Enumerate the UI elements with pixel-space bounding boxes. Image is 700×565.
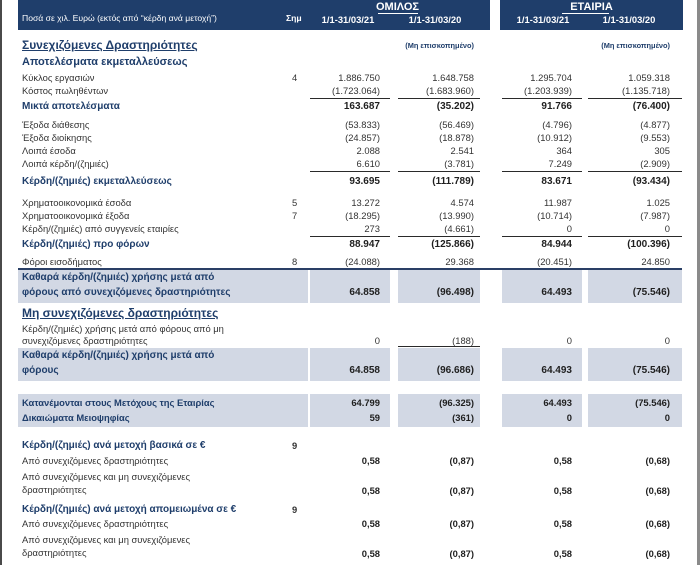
value-group-2021: (18.295) [345,210,380,221]
value-company-2020: 24.850 [641,256,670,267]
value-group-2021: (53.833) [345,119,380,130]
subtotal-rule [310,171,390,172]
value-company-2021: 0,58 [553,455,572,466]
value-company-2021: (4.796) [542,119,572,130]
value-group-2020: (125.866) [431,239,474,250]
value-company-2020: (0,68) [645,455,670,466]
period-group-2020: 1/1-31/03/20 [408,14,462,25]
row-label: Κατανέμονται στους Μετόχους της Εταιρίας [22,397,215,408]
value-company-2020: (75.546) [632,287,670,298]
row-note: 4 [292,72,298,83]
value-company-2021: 7.249 [548,158,572,169]
note-column-header: Σημ [286,13,302,23]
value-group-2020: (0,87) [449,518,474,529]
value-group-2020: (96.325) [439,397,474,408]
value-company-2020: (1.135.718) [622,85,670,96]
company-title: ΕΤΑΙΡΙΑ [570,1,613,13]
row-label: Έξοδα διοίκησης [22,132,92,143]
row-label: Κέρδη/(ζημιές) προ φόρων [22,239,150,250]
value-group-2020: (1.683.960) [426,85,474,96]
subtotal-rule [588,98,682,99]
value-group-2021: (24.088) [345,256,380,267]
row-label: Κέρδη/(ζημιές) ανά μετοχή βασικά σε € [22,440,206,451]
value-group-2020: (0,87) [449,485,474,496]
value-company-2021: (10.912) [537,132,572,143]
row-note: 5 [292,197,298,208]
value-company-2021: 0,58 [553,485,572,496]
value-group-2020: (4.661) [444,223,474,234]
section-results-title: Αποτελέσματα εκμεταλλεύσεως [22,56,188,68]
row-note: 9 [292,440,298,451]
value-group-2020: (18.878) [439,132,474,143]
value-company-2021: 83.671 [541,176,572,187]
row-label-line-2: φόρους [22,365,59,376]
value-group-2020: 1.648.758 [432,72,474,83]
group-title: ΟΜΙΛΟΣ [376,1,419,13]
row-label: Μικτά αποτελέσματα [22,101,120,112]
value-company-2020: (93.434) [632,176,670,187]
row-label: Κόστος πωληθέντων [22,85,109,96]
value-group-2021: 64.799 [351,397,380,408]
value-group-2021: 59 [369,412,380,423]
value-group-2020: (13.990) [439,210,474,221]
row-label: Χρηματοοικονομικά έξοδα [22,210,130,221]
subtotal-rule [398,171,480,172]
row-label-line-2: φόρους από συνεχιζόμενες δραστηριότητες [22,287,231,298]
value-group-2021: (24.857) [345,132,380,143]
value-company-2021: 11.987 [544,197,572,208]
value-company-2020: (2.909) [640,158,670,169]
row-label: Κύκλος εργασιών [22,72,95,83]
row-label-line-1: Κέρδη/(ζημιές) χρήσης μετά από φόρους από μη [22,323,224,334]
value-group-2021: 2.088 [356,145,380,156]
value-group-2020: 4.574 [450,197,474,208]
value-company-2021: 1.295.704 [530,72,572,83]
value-group-2020: 2.541 [450,145,474,156]
subtotal-rule [310,236,390,237]
value-group-2021: 0,58 [361,548,380,559]
value-company-2020: 1.059.318 [628,72,670,83]
value-company-2021: (10.714) [537,210,572,221]
row-label-line-1: Από συνεχιζόμενες και μη συνεχιζόμενες [22,534,190,545]
row-label-line-1: Καθαρά κέρδη/(ζημιές) χρήσης μετά από [22,350,215,361]
value-group-2021: (1.723.064) [332,85,380,96]
value-company-2021: 64.493 [541,287,572,298]
value-group-2020: (96.686) [436,365,474,376]
value-group-2020: (0,87) [449,455,474,466]
row-label: Φόροι εισοδήματος [22,256,102,267]
value-group-2021: 1.886.750 [338,72,380,83]
value-group-2020: (188) [452,335,474,346]
subtotal-rule [502,98,582,99]
subtotal-rule [398,346,480,347]
value-company-2020: (75.546) [635,397,670,408]
value-group-2020: (0,87) [449,548,474,559]
subtotal-rule [398,98,480,99]
value-group-2021: 93.695 [349,176,380,187]
value-group-2020: (111.789) [432,176,474,187]
value-group-2021: 163.687 [343,101,380,112]
row-label-line-1: Καθαρά κέρδη/(ζημιές) χρήσης μετά από [22,272,215,283]
row-label: Κέρδη/(ζημιές) ανά μετοχή απομειωμένα σε € [22,504,237,515]
period-group-2021: 1/1-31/03/21 [321,14,375,25]
value-group-2021: 0,58 [361,455,380,466]
value-company-2020: 305 [654,145,670,156]
row-label: Λοιπά έσοδα [22,145,76,156]
value-company-2021: 0 [566,412,572,423]
subtotal-rule [502,236,582,237]
value-company-2020: 1.025 [646,197,670,208]
subtotal-rule [310,98,390,99]
row-label: Από συνεχιζόμενες δραστηριότητες [22,455,169,466]
row-label: Χρηματοοικονομικά έσοδα [22,197,132,208]
value-company-2021: 84.944 [541,239,572,250]
value-company-2020: (4.877) [640,119,670,130]
value-company-2021: 0,58 [553,518,572,529]
row-label: Κέρδη/(ζημιές) εκμεταλλεύσεως [22,176,172,187]
subtotal-rule [502,171,582,172]
section-continuing-title: Συνεχιζόμενες Δραστηριότητες [22,38,198,52]
value-company-2020: (76.400) [632,101,670,112]
value-company-2020: (0,68) [645,518,670,529]
value-company-2021: (20.451) [537,256,572,267]
subtotal-rule [588,171,682,172]
currency-note: Ποσά σε χιλ. Ευρώ (εκτός από “κέρδη ανά μετοχή”) [22,13,217,23]
value-group-2021: 64.858 [349,365,380,376]
value-company-2020: 0 [664,412,670,423]
row-label: Από συνεχιζόμενες δραστηριότητες [22,518,169,529]
value-company-2021: 64.493 [543,397,572,408]
value-group-2021: 0,58 [361,485,380,496]
value-group-2020: 29.368 [445,256,474,267]
value-group-2020: (3.781) [444,158,474,169]
value-group-2020: (96.498) [436,287,474,298]
subtotal-rule [588,236,682,237]
value-company-2020: 0 [664,223,670,234]
value-company-2020: (7.987) [640,210,670,221]
value-company-2020: (75.546) [632,365,670,376]
value-company-2021: 0,58 [553,548,572,559]
row-label: Κέρδη/(ζημιές) από συγγενείς εταιρίες [22,223,179,234]
value-company-2020: (100.396) [627,239,670,250]
left-edge [0,0,2,565]
value-company-2021: 64.493 [541,365,572,376]
period-company-2020: 1/1-31/03/20 [602,14,656,25]
value-company-2020: (9.553) [640,132,670,143]
value-company-2020: 0 [664,335,670,346]
value-group-2020: (56.469) [439,119,474,130]
value-company-2021: 364 [556,145,572,156]
value-group-2021: 64.858 [349,287,380,298]
row-note: 9 [292,504,298,515]
value-company-2021: (1.203.939) [524,85,572,96]
value-group-2021: 273 [364,223,380,234]
value-company-2020: (0,68) [645,485,670,496]
value-group-2021: 13.272 [351,197,380,208]
unaudited-company: (Μη επισκοπημένο) [601,41,670,50]
row-label-line-2: δραστηριότητες [22,484,87,495]
value-group-2021: 0,58 [361,518,380,529]
value-company-2021: 91.766 [541,101,572,112]
value-group-2021: 6.610 [356,158,380,169]
value-group-2020: (361) [452,412,474,423]
value-company-2021: 0 [566,335,572,346]
row-label-line-1: Από συνεχιζόμενες και μη συνεχιζόμενες [22,471,190,482]
section-divider [18,268,682,270]
value-group-2021: 0 [374,335,380,346]
row-note: 8 [292,256,298,267]
row-label: Λοιπά κέρδη/(ζημιές) [22,158,109,169]
row-note: 7 [292,210,298,221]
row-label: Έξοδα διάθεσης [22,119,90,130]
period-company-2021: 1/1-31/03/21 [516,14,570,25]
value-company-2020: (0,68) [645,548,670,559]
row-label-line-2: συνεχιζόμενες δραστηριότητες [22,335,148,346]
row-label-line-2: δραστηριότητες [22,547,87,558]
section-discontinued-title: Μη συνεχιζόμενες δραστηριότητες [22,306,219,320]
unaudited-group: (Μη επισκοπημένο) [405,41,474,50]
subtotal-rule [398,236,480,237]
value-company-2021: 0 [566,223,572,234]
value-group-2021: 88.947 [349,239,380,250]
value-group-2020: (35.202) [436,101,474,112]
row-label: Δικαιώματα Μειοψηφίας [22,412,130,423]
